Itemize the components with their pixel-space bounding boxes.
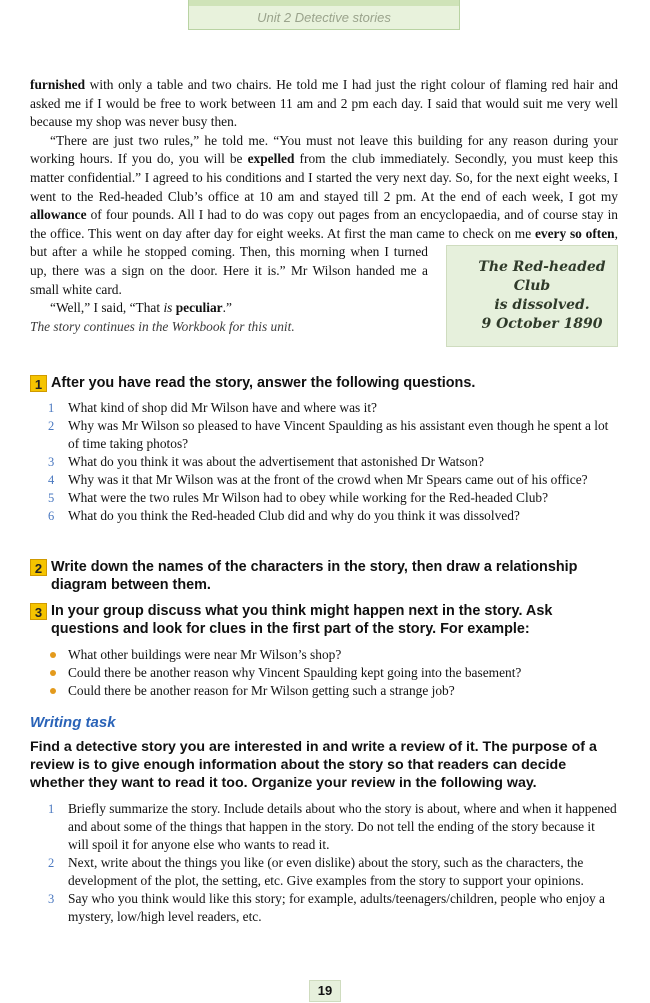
question-1-text: After you have read the story, answer the following questions. [51, 375, 476, 391]
item-text: Why was it that Mr Wilson was at the front of the crowd when Mr Spears came out of his office? [68, 472, 588, 487]
list-item [48, 664, 618, 682]
item-number: 1 [48, 401, 55, 415]
list-item [48, 453, 618, 471]
page-number: 19 [309, 980, 341, 1002]
bullet-icon [50, 652, 56, 658]
item-text: Why was Mr Wilson so pleased to have Vincent Spaulding as his assistant even though he spent a lot of time taking photos? [68, 418, 609, 451]
question-3-heading [30, 602, 620, 638]
story-continues-note: The story continues in the Workbook for this unit. [30, 318, 295, 334]
question-1-number: 1 [30, 375, 47, 392]
item-text: What kind of shop did Mr Wilson have and where was it? [68, 400, 377, 415]
bullet-icon [50, 688, 56, 694]
vocab-expelled: expelled [247, 151, 295, 167]
list-item [48, 399, 618, 417]
question-2-heading [30, 558, 620, 594]
vocab-allowance: allowance [30, 207, 87, 223]
item-number: 1 [48, 802, 55, 816]
list-item [48, 471, 618, 489]
writing-task-list [48, 800, 618, 926]
vocab-every-so-often: every so often [534, 225, 615, 241]
list-item [48, 417, 618, 453]
writing-task-intro: Find a detective story you are interested in and write a review of it. The purpose of a review is to give enough information about the story so that readers can decide whether they want to read it too. Organize your review in the following way. [30, 739, 597, 792]
unit-header-tab [188, 0, 460, 30]
list-item [48, 854, 618, 890]
story-p3b: .” [222, 300, 232, 316]
list-item [48, 489, 618, 507]
item-number: 2 [48, 856, 55, 870]
list-item [48, 682, 618, 700]
story-p2c: of four pounds. All I had to do was copy out pages from an encyclopaedia, and of course stay in the office. This went on day after day for eight weeks. At first the man came to check on me [30, 207, 618, 241]
bullet-icon [50, 670, 56, 676]
question-1-list [48, 399, 618, 525]
item-number: 4 [48, 473, 55, 487]
list-item [48, 890, 618, 926]
card-line-3: 9 October 1890 [481, 316, 603, 333]
item-text: Say who you think would like this story; for example, adults/teenagers/children, people who enjoy a mystery, low/high level readers, etc. [68, 891, 605, 924]
question-3-text: In your group discuss what you think might happen next in the story. Ask questions and look for clues in the first part of the story. For example: [51, 603, 553, 637]
item-number: 5 [48, 491, 55, 505]
item-text: What do you think it was about the advertisement that astonished Dr Watson? [68, 454, 484, 469]
story-paragraph-1 [30, 76, 618, 132]
item-text: Briefly summarize the story. Include details about who the story is about, where and when it happened and about some of the things that happen in the story. Do not tell the ending of the story because it will spoil it for anyone else who wants to read it. [68, 801, 617, 852]
card-line-2: is dissolved. [494, 297, 590, 314]
story-p2d: , but after a while he stopped coming. Then, this morning when I turned up, there was a sign on the door. Here it is.” Mr Wilson handed me a small white card. [30, 225, 618, 297]
vocab-peculiar: peculiar [175, 300, 223, 316]
item-text: What were the two rules Mr Wilson had to obey while working for the Red-headed Club? [68, 490, 549, 505]
story-p2b: from the club immediately. Secondly, you must keep this matter confidential.” I agreed to his conditions and I started the very next day. So, for the next eight weeks, I went to the Red-headed Club’s office at 10 am and stayed till 2 pm. At the end of each week, I got my [30, 151, 618, 204]
dissolved-sign-card [446, 245, 618, 347]
item-number: 2 [48, 419, 55, 433]
item-number: 6 [48, 509, 55, 523]
story-p2a: “There are just two rules,” he told me. “You must not leave this building for any reason during your working hours. If you do, you will be [30, 132, 618, 167]
item-text: What do you think the Red-headed Club did and why do you think it was dissolved? [68, 508, 520, 523]
writing-task-title: Writing task [30, 714, 116, 731]
list-item [48, 800, 618, 854]
list-item [48, 507, 618, 525]
question-3-list [48, 646, 618, 700]
question-2-number: 2 [30, 559, 47, 576]
story-text [30, 76, 618, 351]
story-p1-text: with only a table and two chairs. He told me I had just the right colour of flaming red hair and asked me if I would be free to work between 11 am and 2 pm each day. I said that would suit me very well because my shop was never busy then. [30, 77, 618, 130]
question-1-heading [30, 374, 620, 392]
story-p3a: “Well,” I said, “That [50, 300, 164, 316]
item-text: Could there be another reason for Mr Wilson getting such a strange job? [68, 683, 455, 698]
item-text: Could there be another reason why Vincent Spaulding kept going into the basement? [68, 665, 522, 680]
item-text: Next, write about the things you like (or even dislike) about the story, such as the characters, the development of the plot, the setting, etc. Give examples from the story to support your opinions. [68, 855, 584, 888]
item-number: 3 [48, 892, 55, 906]
item-number: 3 [48, 455, 55, 469]
vocab-furnished: furnished [30, 77, 86, 92]
item-text: What other buildings were near Mr Wilson’s shop? [68, 647, 342, 662]
question-2-text: Write down the names of the characters in the story, then draw a relationship diagram between them. [51, 559, 578, 593]
card-line-1: The Red-headed Club [478, 259, 606, 295]
unit-title: Unit 2 Detective stories [257, 10, 391, 25]
emphasis-is: is [163, 300, 173, 316]
question-3-number: 3 [30, 603, 47, 620]
list-item [48, 646, 618, 664]
